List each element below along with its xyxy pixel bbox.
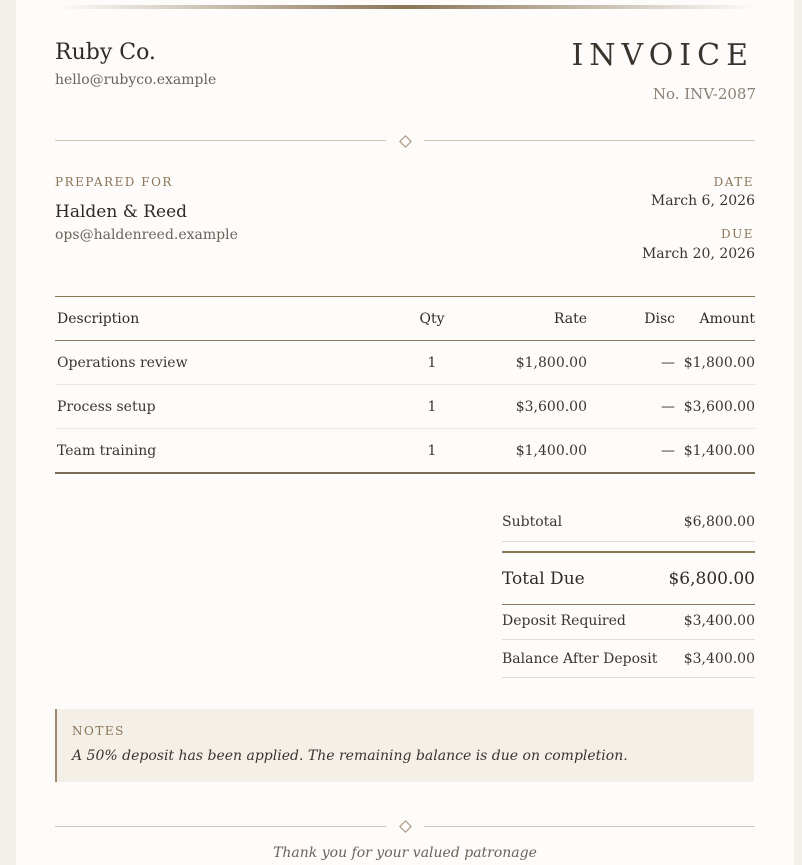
prepared-for-label: PREPARED FOR [55,175,173,189]
header-description: Description [55,297,377,341]
date-label: DATE [713,175,754,189]
row-description: Operations review [55,341,377,385]
row-disc: — [587,429,675,474]
row-description: Team training [55,429,377,474]
company-email: hello@rubyco.example [55,72,217,88]
subtotal-label: Subtotal [502,513,563,530]
due-label: DUE [721,227,754,241]
row-amount: $1,400.00 [675,429,755,474]
notes-label: NOTES [72,724,125,738]
notes-text: A 50% deposit has been applied. The remaining balance is due on completion. [72,748,628,764]
divider-right [424,140,755,141]
subtotal-row [502,502,755,542]
invoice-page [16,0,794,865]
diamond-icon [399,135,412,148]
row-description: Process setup [55,385,377,429]
total-due-row [502,551,755,605]
row-qty: 1 [377,385,487,429]
row-amount: $3,600.00 [675,385,755,429]
invoice-number: No. INV-2087 [652,85,756,103]
table-header-row [55,297,755,341]
deposit-row [502,603,755,640]
diamond-icon [399,820,412,833]
row-amount: $1,800.00 [675,341,755,385]
notes-box [55,709,754,782]
subtotal-value: $6,800.00 [683,513,755,530]
header-amount: Amount [675,297,755,341]
header-qty: Qty [377,297,487,341]
balance-row [502,640,755,678]
thank-you-message: Thank you for your valued patronage [273,845,537,861]
deposit-label: Deposit Required [502,613,626,629]
line-items-table [55,296,755,474]
balance-value: $3,400.00 [683,650,755,667]
total-due-label: Total Due [502,568,585,589]
row-rate: $3,600.00 [487,385,587,429]
client-email: ops@haldenreed.example [55,227,238,243]
due-date: March 20, 2026 [641,246,755,262]
row-qty: 1 [377,429,487,474]
row-rate: $1,800.00 [487,341,587,385]
row-disc: — [587,341,675,385]
row-qty: 1 [377,341,487,385]
header-disc: Disc [587,297,675,341]
divider-left [55,140,386,141]
header-rate: Rate [487,297,587,341]
deposit-value: $3,400.00 [683,613,755,629]
table-row [55,341,755,385]
row-rate: $1,400.00 [487,429,587,474]
top-accent-bar [56,5,756,9]
table-row [55,385,755,429]
row-disc: — [587,385,675,429]
footer-divider-left [55,826,386,827]
total-due-value: $6,800.00 [668,568,755,589]
table-row [55,429,755,474]
balance-label: Balance After Deposit [502,650,658,667]
footer-divider-right [424,826,755,827]
client-name: Halden & Reed [55,202,188,222]
invoice-date: March 6, 2026 [650,193,755,209]
company-name: Ruby Co. [55,40,156,65]
invoice-title: INVOICE [571,38,754,73]
